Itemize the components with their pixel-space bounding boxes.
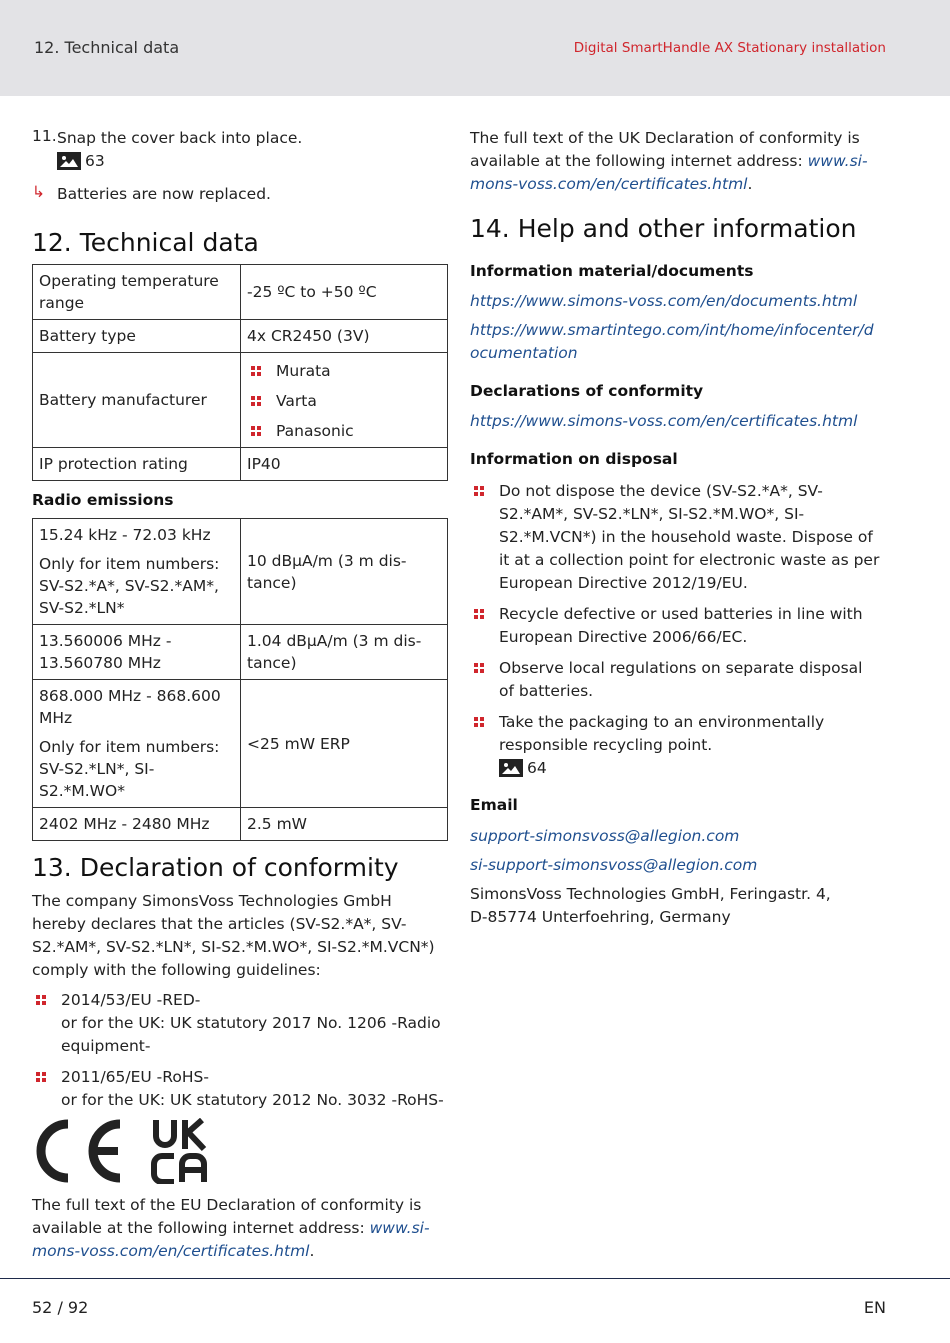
table-cell: 10 dBµA/m (3 m dis-tance) bbox=[241, 519, 448, 625]
disposal-list bbox=[470, 480, 880, 780]
eu-certificates-link[interactable]: www.si-mons-voss.com/en/certificates.html bbox=[32, 1219, 430, 1260]
company-address: SimonsVoss Technologies GmbH, Feringastr. 4, D-85774 Unterfoehring, Germany bbox=[470, 885, 831, 926]
guideline-title: 2011/65/EU -RoHS- bbox=[61, 1068, 209, 1086]
uk-text: The full text of the UK Declaration of conformity is available at the following internet address: bbox=[470, 129, 860, 170]
uk-end: . bbox=[747, 175, 753, 193]
radio-emissions-heading: Radio emissions bbox=[32, 491, 174, 509]
bullet-icon bbox=[251, 396, 262, 407]
frequency-range: 15.24 kHz - 72.03 kHz bbox=[39, 526, 211, 544]
eu-declaration-text bbox=[32, 1194, 432, 1263]
table-cell bbox=[241, 353, 448, 448]
ce-mark-logo bbox=[32, 1118, 232, 1184]
language-code: EN bbox=[863, 1298, 886, 1317]
table-row bbox=[33, 320, 448, 353]
uk-certificates-link[interactable]: www.si-mons-voss.com/en/certificates.html bbox=[470, 152, 868, 193]
bullet-icon bbox=[474, 609, 485, 620]
step-text: Snap the cover back into place. bbox=[57, 129, 303, 147]
page-number: 52 / 92 bbox=[32, 1298, 89, 1317]
guideline-uk: or for the UK: UK statutory 2017 No. 1206 -Radio equipment- bbox=[61, 1014, 441, 1055]
page-header bbox=[0, 0, 950, 96]
table-cell: Battery manufacturer bbox=[33, 353, 241, 448]
image-icon bbox=[499, 759, 523, 777]
table-cell: 13.560006 MHz - 13.560780 MHz bbox=[33, 625, 241, 680]
email-heading: Email bbox=[470, 796, 518, 814]
table-row bbox=[33, 519, 448, 625]
result-text: Batteries are now replaced. bbox=[57, 185, 271, 203]
header-doc-title: Digital SmartHandle AX Stationary installation bbox=[573, 40, 886, 56]
table-cell: 1.04 dBµA/m (3 m dis-tance) bbox=[241, 625, 448, 680]
table-cell: Operating temperature range bbox=[33, 265, 241, 320]
list-item: Murata bbox=[276, 362, 331, 380]
table-cell: IP40 bbox=[241, 448, 448, 481]
table-row bbox=[33, 448, 448, 481]
table-cell: <25 mW ERP bbox=[241, 680, 448, 808]
declaration-text: The company SimonsVoss Technologies GmbH hereby declares that the articles (SV-S2.*A*, SV-S2.*AM*, SV-S2.*LN*, SI-S2.*M.WO*, SI-S2.*M.VCN*) comply with the following guidelines: bbox=[32, 892, 435, 979]
list-item: Take the packaging to an environmentally responsible recycling point. bbox=[499, 713, 825, 754]
info-material-heading: Information material/documents bbox=[470, 262, 754, 280]
item-numbers: Only for item numbers: SV-S2.*A*, SV-S2.*AM*, SV-S2.*LN* bbox=[39, 555, 220, 617]
bullet-icon bbox=[251, 366, 262, 377]
table-cell: 2.5 mW bbox=[241, 808, 448, 841]
table-row bbox=[33, 353, 448, 448]
frequency-range: 868.000 MHz - 868.600 MHz bbox=[39, 687, 221, 727]
guideline-uk: or for the UK: UK statutory 2012 No. 3032 -RoHS- bbox=[61, 1091, 444, 1109]
footer-divider bbox=[0, 1278, 950, 1279]
header-chapter: 12. Technical data bbox=[34, 38, 180, 57]
figure-ref: 64 bbox=[527, 759, 547, 777]
list-item: Varta bbox=[276, 392, 317, 410]
table-cell: -25 ºC to +50 ºC bbox=[241, 265, 448, 320]
certificates-link[interactable]: https://www.simons-voss.com/en/certificates.html bbox=[470, 412, 858, 430]
table-row bbox=[33, 680, 448, 808]
documents-link[interactable]: https://www.simons-voss.com/en/documents.html bbox=[470, 292, 858, 310]
si-support-email-link[interactable]: si-support-simonsvoss@allegion.com bbox=[470, 856, 758, 874]
guidelines-list bbox=[32, 989, 448, 1112]
result-arrow-icon: ↳ bbox=[32, 183, 45, 201]
table-row bbox=[33, 808, 448, 841]
guideline-title: 2014/53/EU -RED- bbox=[61, 991, 201, 1009]
eu-end: . bbox=[309, 1242, 315, 1260]
table-cell: 4x CR2450 (3V) bbox=[241, 320, 448, 353]
bullet-icon bbox=[474, 663, 485, 674]
bullet-icon bbox=[36, 995, 47, 1006]
figure-ref: 63 bbox=[85, 152, 105, 170]
list-item: Observe local regulations on separate disposal of batteries. bbox=[499, 659, 863, 700]
list-item: Panasonic bbox=[276, 422, 354, 440]
step-number: 11. bbox=[32, 127, 57, 145]
bullet-icon bbox=[474, 486, 485, 497]
table-cell: 2402 MHz - 2480 MHz bbox=[33, 808, 241, 841]
radio-emissions-table bbox=[32, 518, 448, 841]
table-cell: Battery type bbox=[33, 320, 241, 353]
uk-declaration-text bbox=[470, 127, 870, 196]
list-item: Recycle defective or used batteries in line with European Directive 2006/66/EC. bbox=[499, 605, 863, 646]
infocenter-link[interactable]: https://www.smartintego.com/int/home/infocenter/documentation bbox=[470, 321, 874, 362]
table-cell: IP protection rating bbox=[33, 448, 241, 481]
bullet-icon bbox=[474, 717, 485, 728]
section-12-heading: 12. Technical data bbox=[32, 228, 259, 257]
conformity-marks bbox=[32, 1118, 232, 1184]
declarations-heading: Declarations of conformity bbox=[470, 382, 704, 400]
bullet-icon bbox=[36, 1072, 47, 1083]
technical-data-table bbox=[32, 264, 448, 481]
table-cell bbox=[33, 519, 241, 625]
step-11 bbox=[32, 127, 448, 206]
list-item: Do not dispose the device (SV-S2.*A*, SV-S2.*AM*, SV-S2.*LN*, SI-S2.*M.WO*, SI-S2.*M.VCN*) in the household waste. Dispose of it at a collection point for electronic waste as per European Directive 2012/19/EU. bbox=[499, 482, 880, 592]
section-14-heading: 14. Help and other information bbox=[470, 214, 857, 243]
table-cell bbox=[33, 680, 241, 808]
section-13-heading: 13. Declaration of conformity bbox=[32, 853, 399, 882]
disposal-heading: Information on disposal bbox=[470, 450, 678, 468]
table-row bbox=[33, 265, 448, 320]
eu-text: The full text of the EU Declaration of conformity is available at the following internet address: bbox=[32, 1196, 422, 1237]
support-email-link[interactable]: support-simonsvoss@allegion.com bbox=[470, 827, 740, 845]
bullet-icon bbox=[251, 426, 262, 437]
table-row bbox=[33, 625, 448, 680]
image-icon bbox=[57, 152, 81, 170]
item-numbers: Only for item numbers: SV-S2.*LN*, SI-S2.*M.WO* bbox=[39, 738, 220, 800]
